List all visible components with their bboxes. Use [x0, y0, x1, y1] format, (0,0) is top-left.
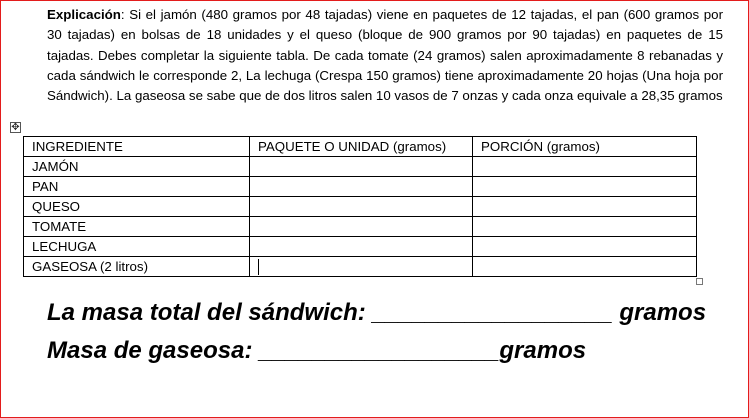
table-row [24, 237, 697, 257]
question-soda-mass[interactable] [47, 337, 586, 365]
portion-cell[interactable] [473, 197, 697, 217]
ingredient-cell[interactable]: LECHUGA [24, 237, 250, 257]
portion-cell[interactable] [473, 217, 697, 237]
ingredient-cell[interactable]: TOMATE [24, 217, 250, 237]
portion-cell[interactable] [473, 257, 697, 277]
text-cursor [258, 259, 259, 275]
package-cell[interactable] [250, 257, 473, 277]
ingredient-cell[interactable]: PAN [24, 177, 250, 197]
table-resize-handle-icon[interactable] [696, 278, 703, 285]
question-total-mass-label: La masa total del sándwich: [47, 299, 366, 326]
instructions-text: : Si el jamón (480 gramos por 48 tajadas) viene en paquetes de 12 tajadas, el pan (600 gramos por 30 tajadas) en bolsas de 18 unidades y el queso (bloque de 900 gramos por 90 tajadas) en paquetes de 15 tajadas. Debes completar la siguiente tabla. De cada tomate (24 gramos) salen aproximadamente 8 rebanadas y cada sándwich le corresponde 2, La lechuga (Crespa 150 gramos) tiene aproximadamente 20 hojas (Una hoja por Sándwich). La gaseosa se sabe que de dos litros salen 10 vasos de 7 onzas y cada onza equivale a 28,35 gramos [47, 7, 723, 104]
table-move-handle-icon[interactable]: ✥ [11, 122, 20, 133]
unit-label: gramos [499, 337, 587, 364]
table-row [24, 177, 697, 197]
package-cell[interactable] [250, 237, 473, 257]
ingredient-cell[interactable]: JAMÓN [24, 157, 250, 177]
ingredient-cell[interactable]: GASEOSA (2 litros) [24, 257, 250, 277]
header-package[interactable]: PAQUETE O UNIDAD (gramos) [250, 137, 473, 157]
package-cell[interactable] [250, 217, 473, 237]
portion-cell[interactable] [473, 237, 697, 257]
answer-blank: __________________ [259, 337, 500, 364]
table-row [24, 157, 697, 177]
header-portion[interactable]: PORCIÓN (gramos) [473, 137, 697, 157]
question-soda-mass-label: Masa de gaseosa: [47, 337, 253, 364]
header-ingredient[interactable]: INGREDIENTE [24, 137, 250, 157]
answer-blank: __________________ [372, 299, 613, 326]
instructions-label: Explicación [47, 7, 121, 22]
table-row [24, 257, 697, 277]
question-total-mass[interactable] [47, 299, 706, 327]
table-header-row [24, 137, 697, 157]
portion-cell[interactable] [473, 157, 697, 177]
ingredient-cell[interactable]: QUESO [24, 197, 250, 217]
unit-label: gramos [612, 299, 707, 326]
table-row [24, 197, 697, 217]
table-row [24, 217, 697, 237]
portion-cell[interactable] [473, 177, 697, 197]
ingredients-table [23, 136, 697, 277]
package-cell[interactable] [250, 177, 473, 197]
package-cell[interactable] [250, 157, 473, 177]
package-cell[interactable] [250, 197, 473, 217]
instructions-paragraph[interactable] [47, 5, 723, 106]
